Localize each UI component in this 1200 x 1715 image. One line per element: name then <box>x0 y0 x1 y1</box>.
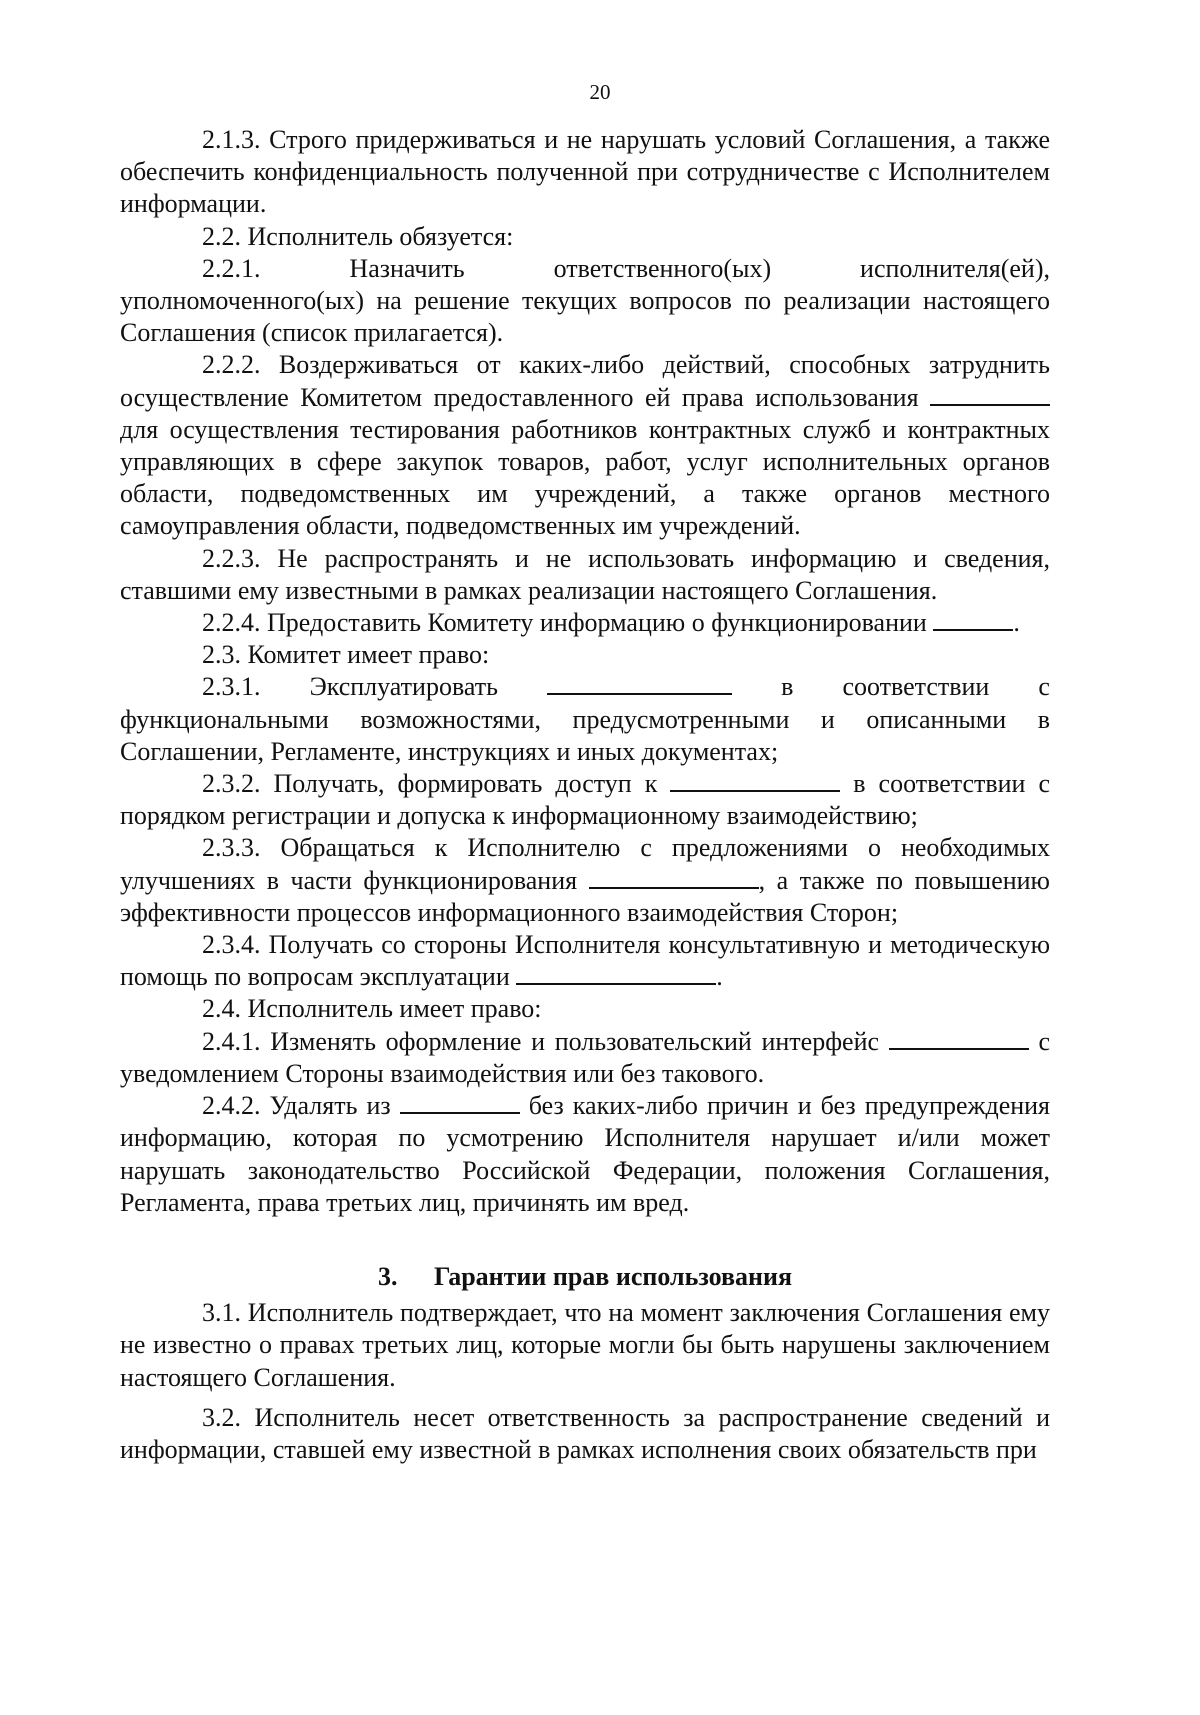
word: исполнителя(ей), <box>860 253 1050 283</box>
clause-text: 2.3.2. Получать, формировать доступ к <box>202 769 658 799</box>
page-number: 20 <box>589 80 611 104</box>
blank-line <box>589 865 759 889</box>
clause-text: . <box>716 962 723 992</box>
clause-2-2-1-line <box>120 253 1050 285</box>
clause-2-2-2 <box>120 349 1050 542</box>
clause-2-2-4 <box>120 607 1050 639</box>
clause-text: с уведомлением Стороны взаимодействия или без такового. <box>120 1026 1051 1088</box>
clause-2-2-1-rest: уполномоченного(ых) на решение текущих вопросов по реализации настоящего Соглашения (список прилагается). <box>120 286 1050 348</box>
clause-text: 2.3.3. Обращаться к Исполнителю с предложениями о необходимых улучшениях в части функционирования <box>120 833 1050 895</box>
clause-2-2: 2.2. Исполнитель обязуется: <box>202 221 514 251</box>
clause-text: 2.2.4. Предоставить Комитету информацию о функционировании <box>202 608 927 638</box>
clause-text: , а также по повышению эффективности процессов информационного взаимодействия Сторон; <box>120 865 1050 927</box>
blank-line <box>930 382 1050 406</box>
word: с <box>1038 672 1050 702</box>
clause-3-1: 3.1. Исполнитель подтверждает, что на момент заключения Соглашения ему не известно о правах третьих лиц, которые могли бы быть нарушены заключением настоящего Соглашения. <box>120 1298 1050 1392</box>
document-body <box>120 124 1050 1466</box>
clause-2-4: 2.4. Исполнитель имеет право: <box>202 994 542 1024</box>
clause-2-3-2 <box>120 768 1050 832</box>
section-3-heading <box>120 1261 1050 1293</box>
clause-number: 2.2.1. <box>202 253 261 283</box>
clause-2-3-4 <box>120 929 1050 993</box>
blank-line <box>547 671 732 695</box>
blank-line <box>400 1090 520 1114</box>
blank-line <box>516 961 716 985</box>
clause-2-3-1-rest: функциональными возможностями, предусмотренными и описанными в Соглашении, Регламенте, инструкциях и иных документах; <box>120 704 1050 766</box>
clause-2-4-2 <box>120 1090 1050 1219</box>
clause-number: 2.3.1. <box>202 672 261 702</box>
clause-3-2: 3.2. Исполнитель несет ответственность за распространение сведений и информации, ставшей ему известной в рамках исполнения своих обязательств при <box>120 1402 1050 1464</box>
clause-2-1-3: 2.1.3. Строго придерживаться и не нарушать условий Соглашения, а также обеспечить конфиденциальность полученной при сотрудничестве с Исполнителем информации. <box>120 125 1050 219</box>
clause-text: 2.2.2. Воздерживаться от каких-либо действий, способных затруднить осуществление Комитетом предоставленного ей права использования <box>120 350 1050 412</box>
clause-text: 2.4.2. Удалять из <box>202 1091 391 1121</box>
clause-2-2-3: 2.2.3. Не распространять и не использовать информацию и сведения, ставшими ему известными в рамках реализации настоящего Соглашения. <box>120 543 1050 605</box>
blank-line <box>670 768 840 792</box>
blank-line <box>933 607 1013 631</box>
clause-2-3-3 <box>120 832 1050 929</box>
clause-2-3-1-line <box>120 671 1050 703</box>
section-number: 3. <box>377 1261 398 1291</box>
word: соответствии <box>842 672 990 702</box>
word: Эксплуатировать <box>309 672 498 702</box>
blank-line <box>889 1026 1029 1050</box>
clause-text: для осуществления тестирования работников контрактных служб и контрактных управляющих в сфере закупок товаров, работ, услуг исполнительных органов области, подведомственных им учреждений, а также органов местного самоуправления области, подведомственных им учреждений. <box>120 414 1050 541</box>
clause-text: 2.3.4. Получать со стороны Исполнителя консультативную и методическую помощь по вопросам эксплуатации <box>120 930 1050 992</box>
clause-text: без каких-либо причин и без предупреждения информацию, которая по усмотрению Исполнителя нарушает и/или может нарушать законодательство Российской Федерации, положения Соглашения, Регламента, права третьих лиц, причинять им вред. <box>120 1091 1051 1217</box>
clause-text: в соответствии с порядком регистрации и допуска к информационному взаимодействию; <box>120 769 1050 831</box>
clause-text: . <box>1013 608 1020 638</box>
clause-text: 2.4.1. Изменять оформление и пользовательский интерфейс <box>202 1026 880 1056</box>
word: в <box>781 672 794 702</box>
word: ответственного(ых) <box>553 253 772 283</box>
word: Назначить <box>349 253 465 283</box>
section-title: Гарантии прав использования <box>433 1261 793 1291</box>
clause-2-3: 2.3. Комитет имеет право: <box>202 640 490 670</box>
clause-2-4-1 <box>120 1026 1050 1090</box>
